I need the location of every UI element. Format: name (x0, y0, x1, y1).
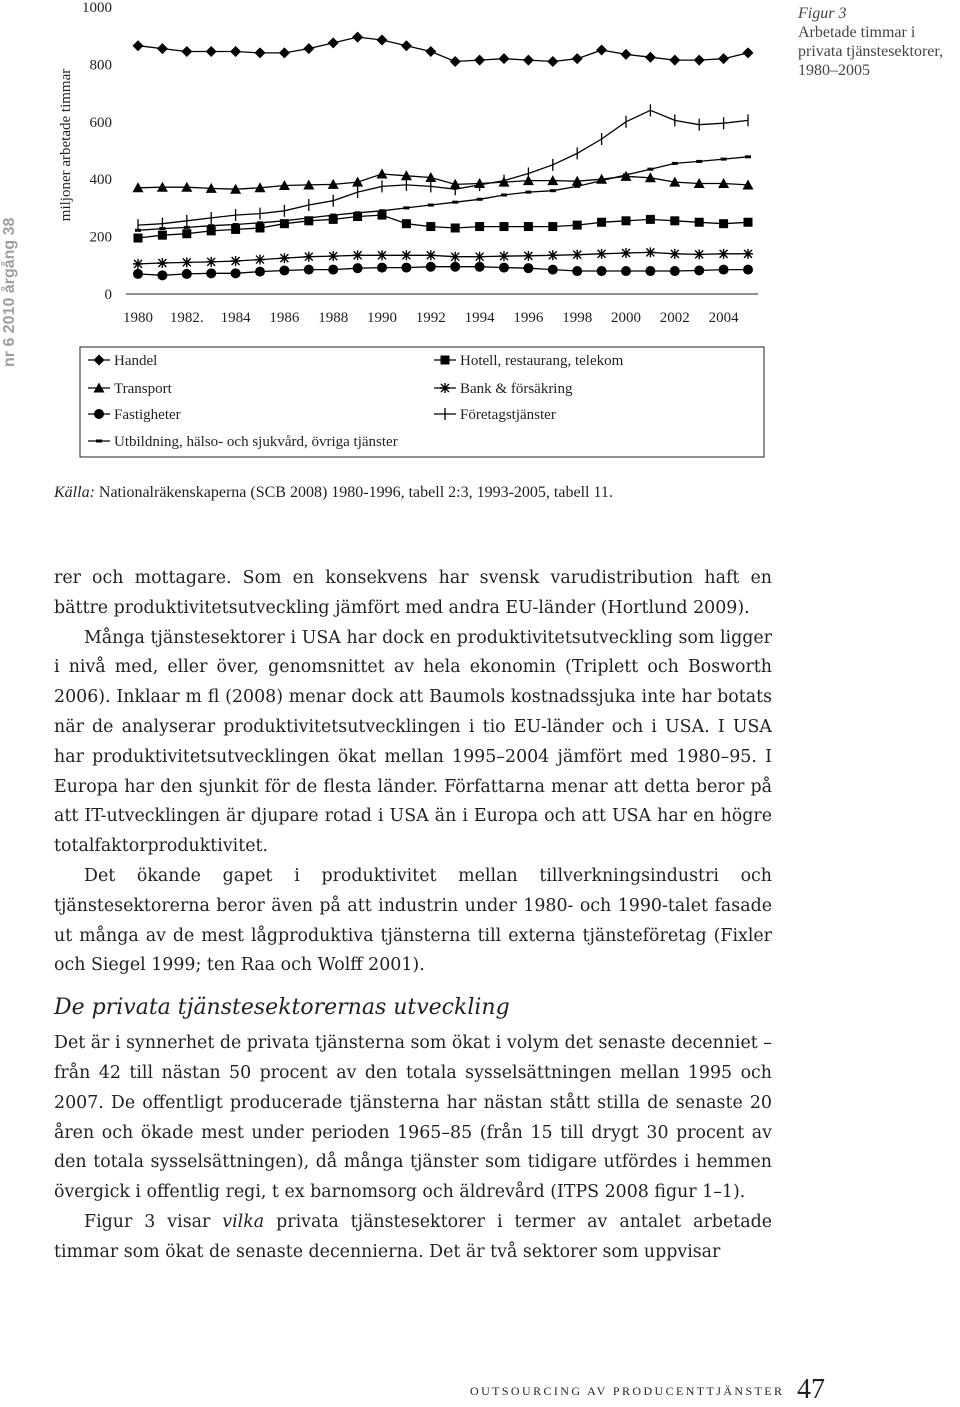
series-2-point (597, 218, 606, 227)
series-1-point (279, 47, 290, 58)
body-paragraph-5-start: Figur 3 visar (84, 1211, 223, 1232)
body-paragraph-4: Det är i synnerhet de privata tjänsterna som ökat i volym det senaste decenniet – från 42 till nästan 50 procent av den totala sysselsättningen mellan 1995 och 2007. De offentligt producerade tjänsterna har nästan stått stilla de senaste 20 åren och ökade mest under perioden 1965–85 (från 15 till drygt 30 procent av den totala sysselsättningen), då många tjänster som tidigare utfördes i hemmen övergick i offentlig regi, t ex barnomsorg och äldrevård (ITPS 2008 figur 1–1). (54, 1033, 772, 1203)
series-5-point (353, 263, 363, 273)
series-7-point (184, 226, 190, 229)
series-4-point (255, 255, 265, 265)
series-5-line (138, 267, 748, 276)
legend-marker (441, 356, 450, 365)
series-2-point (646, 215, 655, 224)
x-tick-label: 1980 (123, 310, 153, 326)
legend-item (88, 434, 398, 450)
y-axis-label: miljoner arbetade timmar (58, 68, 74, 222)
series-4-point (206, 257, 216, 267)
series-2-point (670, 216, 679, 225)
series-5-point (597, 266, 607, 276)
series-2-point (695, 218, 704, 227)
series-4-point (523, 251, 533, 261)
series-2-point (451, 223, 460, 232)
series-7-point (672, 162, 678, 165)
series-5-point (182, 269, 192, 279)
series-1-point (352, 32, 363, 43)
series-7-point (647, 168, 653, 171)
series-5-point (328, 265, 338, 275)
article-body (54, 564, 772, 1268)
x-tick-labels (123, 310, 739, 326)
x-tick-label: 1984 (220, 310, 251, 326)
series-7-point (281, 219, 287, 222)
series-5-point (572, 266, 582, 276)
y-tick-label: 0 (104, 287, 112, 303)
series-1-point (450, 56, 461, 67)
series-2-points (134, 211, 753, 243)
x-tick-label: 1982. (169, 310, 204, 326)
series-1-point (694, 55, 705, 66)
series-4-point (597, 249, 607, 259)
series-7-point (452, 201, 458, 204)
series-7-point (355, 211, 361, 214)
series-2-point (622, 216, 631, 225)
series-1-point (645, 52, 656, 63)
series-2-point (744, 218, 753, 227)
series-4-points (133, 247, 753, 268)
series-5-point (621, 266, 631, 276)
series-4-point (743, 249, 753, 259)
series-4-point (182, 257, 192, 267)
series-5-point (157, 270, 167, 280)
series-4-point (719, 249, 729, 259)
legend-label: Handel (114, 353, 158, 369)
series-7-point (599, 179, 605, 182)
x-tick-label: 1994 (464, 310, 495, 326)
series-5-point (279, 265, 289, 275)
legend-marker (94, 409, 104, 419)
series-4-point (328, 251, 338, 261)
legend-label: Transport (114, 381, 172, 397)
series-5-point (304, 265, 314, 275)
series-4-point (475, 252, 485, 262)
series-2-point (134, 234, 143, 243)
x-tick-label: 1988 (318, 310, 349, 326)
series-7-point (721, 158, 727, 161)
series-2-point (548, 222, 557, 231)
line-chart (0, 0, 770, 470)
y-tick-label: 1000 (82, 0, 112, 16)
legend-marker (96, 440, 102, 443)
legend-item (88, 353, 157, 369)
series-5-point (548, 265, 558, 275)
series-1-points (133, 32, 754, 67)
series-7-point (428, 204, 434, 207)
series-7-point (550, 189, 556, 192)
running-footer: OUTSOURCING AV PRODUCENTTJÄNSTER (470, 1384, 785, 1398)
series-4-point (401, 250, 411, 260)
series-7-point (257, 221, 263, 224)
series-7-point (696, 160, 702, 163)
series-1-point (377, 35, 388, 46)
series-4-point (279, 253, 289, 263)
legend-label: Företagstjänster (460, 407, 556, 423)
x-tick-label: 2002 (659, 310, 690, 326)
series-2-point (402, 219, 411, 228)
legend-label: Bank & försäkring (460, 381, 573, 397)
series-7-point (745, 155, 751, 158)
series-7-point (574, 185, 580, 188)
y-tick-label: 400 (89, 172, 112, 189)
series-3-point (352, 177, 363, 187)
series-4-point (645, 247, 655, 257)
series-5-point (645, 266, 655, 276)
x-tick-label: 1990 (367, 310, 397, 326)
series-5-point (231, 268, 241, 278)
series-lines (138, 37, 748, 275)
x-tick-label: 2004 (708, 310, 739, 326)
body-paragraph-5-emphasis: vilka (222, 1211, 265, 1232)
series-1-point (401, 40, 412, 51)
series-1-point (303, 43, 314, 54)
series-1-point (474, 55, 485, 66)
series-7-point (501, 193, 507, 196)
x-tick-label: 1998 (562, 310, 593, 326)
series-5-point (475, 262, 485, 272)
body-paragraph-5-end: privata tjänstesektorer i termer av antalet arbetade timmar som ökat de senaste decennierna. Det är två sektorer som uppvisar (54, 1211, 772, 1262)
series-7-point (330, 214, 336, 217)
legend-label: Utbildning, hälso- och sjukvård, övriga tjänster (114, 434, 398, 450)
series-4-point (694, 249, 704, 259)
series-1-point (230, 46, 241, 57)
legend-item (434, 353, 624, 369)
series-5-point (426, 262, 436, 272)
legend-label: Fastigheter (114, 407, 181, 423)
legend-marker (440, 383, 450, 393)
series-4-point (670, 249, 680, 259)
series-5-point (523, 263, 533, 273)
series-1-point (255, 47, 266, 58)
figure-caption-text: Arbetade timmar i privata tjänstesektorer, 1980–2005 (798, 24, 944, 79)
series-2-point (524, 222, 533, 231)
series-1-point (547, 56, 558, 67)
series-5-point (694, 265, 704, 275)
y-tick-label: 200 (89, 229, 112, 246)
series-1-point (621, 49, 632, 60)
source-text: Nationalräkenskaperna (SCB 2008) 1980-1996, tabell 2:3, 1993-2005, tabell 11. (98, 484, 613, 501)
x-tick-label: 1986 (269, 310, 300, 326)
series-4-point (133, 259, 143, 269)
figure-caption (798, 4, 958, 80)
series-2-point (719, 219, 728, 228)
series-2-point (573, 221, 582, 230)
series-5-point (743, 265, 753, 275)
series-4-point (499, 251, 509, 261)
series-4-point (231, 256, 241, 266)
legend-marker (94, 355, 105, 366)
body-paragraph-3: Det ökande gapet i produktivitet mellan tillverkningsindustri och tjänstesektorerna beror även på att industrin under 1980- och 1990-talet fasade ut många av de mest lågproduktiva tjänsterna till externa tjänsteföretag (Fixler och Siegel 1999; ten Raa och Wolff 2001). (54, 865, 772, 976)
series-4-point (450, 252, 460, 262)
series-4-line (138, 252, 748, 264)
legend-item (434, 381, 573, 397)
series-5-point (719, 265, 729, 275)
series-1-point (718, 53, 729, 64)
series-1-point (499, 53, 510, 64)
series-2-point (500, 222, 509, 231)
series-4-point (426, 250, 436, 260)
series-7-point (477, 198, 483, 201)
series-4-point (572, 250, 582, 260)
series-7-point (403, 206, 409, 209)
series-2-point (426, 222, 435, 231)
series-7-point (233, 223, 239, 226)
series-5-point (377, 263, 387, 273)
body-paragraph-1: rer och mottagare. Som en konsekvens har svensk varudistribution haft en bättre produktivitetsutveckling jämfört med andra EU-länder (Hortlund 2009). (54, 568, 772, 618)
series-7-point (159, 227, 165, 230)
legend-item (88, 381, 173, 397)
series-1-point (669, 55, 680, 66)
series-3-point (377, 169, 388, 179)
series-7-point (379, 209, 385, 212)
series-2-point (158, 231, 167, 240)
series-1-point (523, 55, 534, 66)
series-5-point (255, 267, 265, 277)
series-2-point (256, 223, 265, 232)
x-tick-label: 1996 (513, 310, 544, 326)
series-1-point (596, 45, 607, 56)
series-7-point (208, 224, 214, 227)
source-label: Källa: (54, 484, 95, 501)
series-7-point (623, 173, 629, 176)
series-3-line (138, 174, 748, 189)
series-5-point (401, 263, 411, 273)
series-2-point (475, 222, 484, 231)
series-1-point (206, 46, 217, 57)
body-paragraph-2: Många tjänstesektorer i USA har dock en produktivitetsutveckling som ligger i nivå med, eller över, genomsnittet av hela ekonomin (Triplett och Bosworth 2006). Inklaar m fl (2008) menar dock att Baumols kostnadssjuka inte har botats när de analyserar produktivitetsutvecklingen i tio EU-länder och i USA. I USA har produktivitetsutvecklingen ökat mellan 1995–2004 jämfört med 1980–95. I Europa har den sjunkit för de flesta länder. Författarna menar att detta beror på att IT-utvecklingen är djupare rotad i USA än i Europa och att USA har en högre totalfaktorproduktivitet. (54, 627, 772, 857)
series-5-point (206, 268, 216, 278)
series-1-point (328, 37, 339, 48)
series-4-point (353, 250, 363, 260)
series-4-point (377, 250, 387, 260)
y-tick-label: 800 (89, 57, 112, 74)
section-heading: De privata tjänstesektorernas utveckling (54, 995, 510, 1021)
x-tick-label: 1992 (415, 310, 446, 326)
legend-item (88, 407, 181, 423)
series-1-point (743, 47, 754, 58)
legend-label: Hotell, restaurang, telekom (460, 353, 624, 369)
y-tick-labels (82, 0, 112, 303)
series-7-point (135, 229, 141, 232)
series-7-point (306, 216, 312, 219)
series-1-point (572, 53, 583, 64)
series-2-point (182, 229, 191, 238)
journal-issue-sidebar: nr 6 2010 årgång 38 (1, 217, 18, 367)
series-5-point (499, 263, 509, 273)
series-5-point (133, 269, 143, 279)
series-1-point (133, 40, 144, 51)
series-1-point (181, 46, 192, 57)
series-markers (133, 32, 754, 281)
series-5-point (670, 266, 680, 276)
figure-number: Figur 3 (798, 5, 847, 22)
series-2-line (138, 215, 748, 238)
series-7-point (525, 191, 531, 194)
series-1-point (157, 43, 168, 54)
series-2-point (231, 225, 240, 234)
series-2-point (207, 226, 216, 235)
page-number: 47 (797, 1374, 825, 1405)
chart-source (54, 484, 794, 502)
series-1-line (138, 37, 748, 61)
legend (80, 347, 764, 457)
y-tick-label: 600 (89, 114, 112, 131)
series-4-point (304, 252, 314, 262)
x-tick-label: 2000 (611, 310, 641, 326)
series-1-point (425, 46, 436, 57)
series-4-point (621, 248, 631, 258)
body-paragraph-5 (54, 1208, 772, 1268)
series-4-point (157, 258, 167, 268)
legend-item (434, 407, 556, 423)
series-5-point (450, 262, 460, 272)
series-4-point (548, 250, 558, 260)
